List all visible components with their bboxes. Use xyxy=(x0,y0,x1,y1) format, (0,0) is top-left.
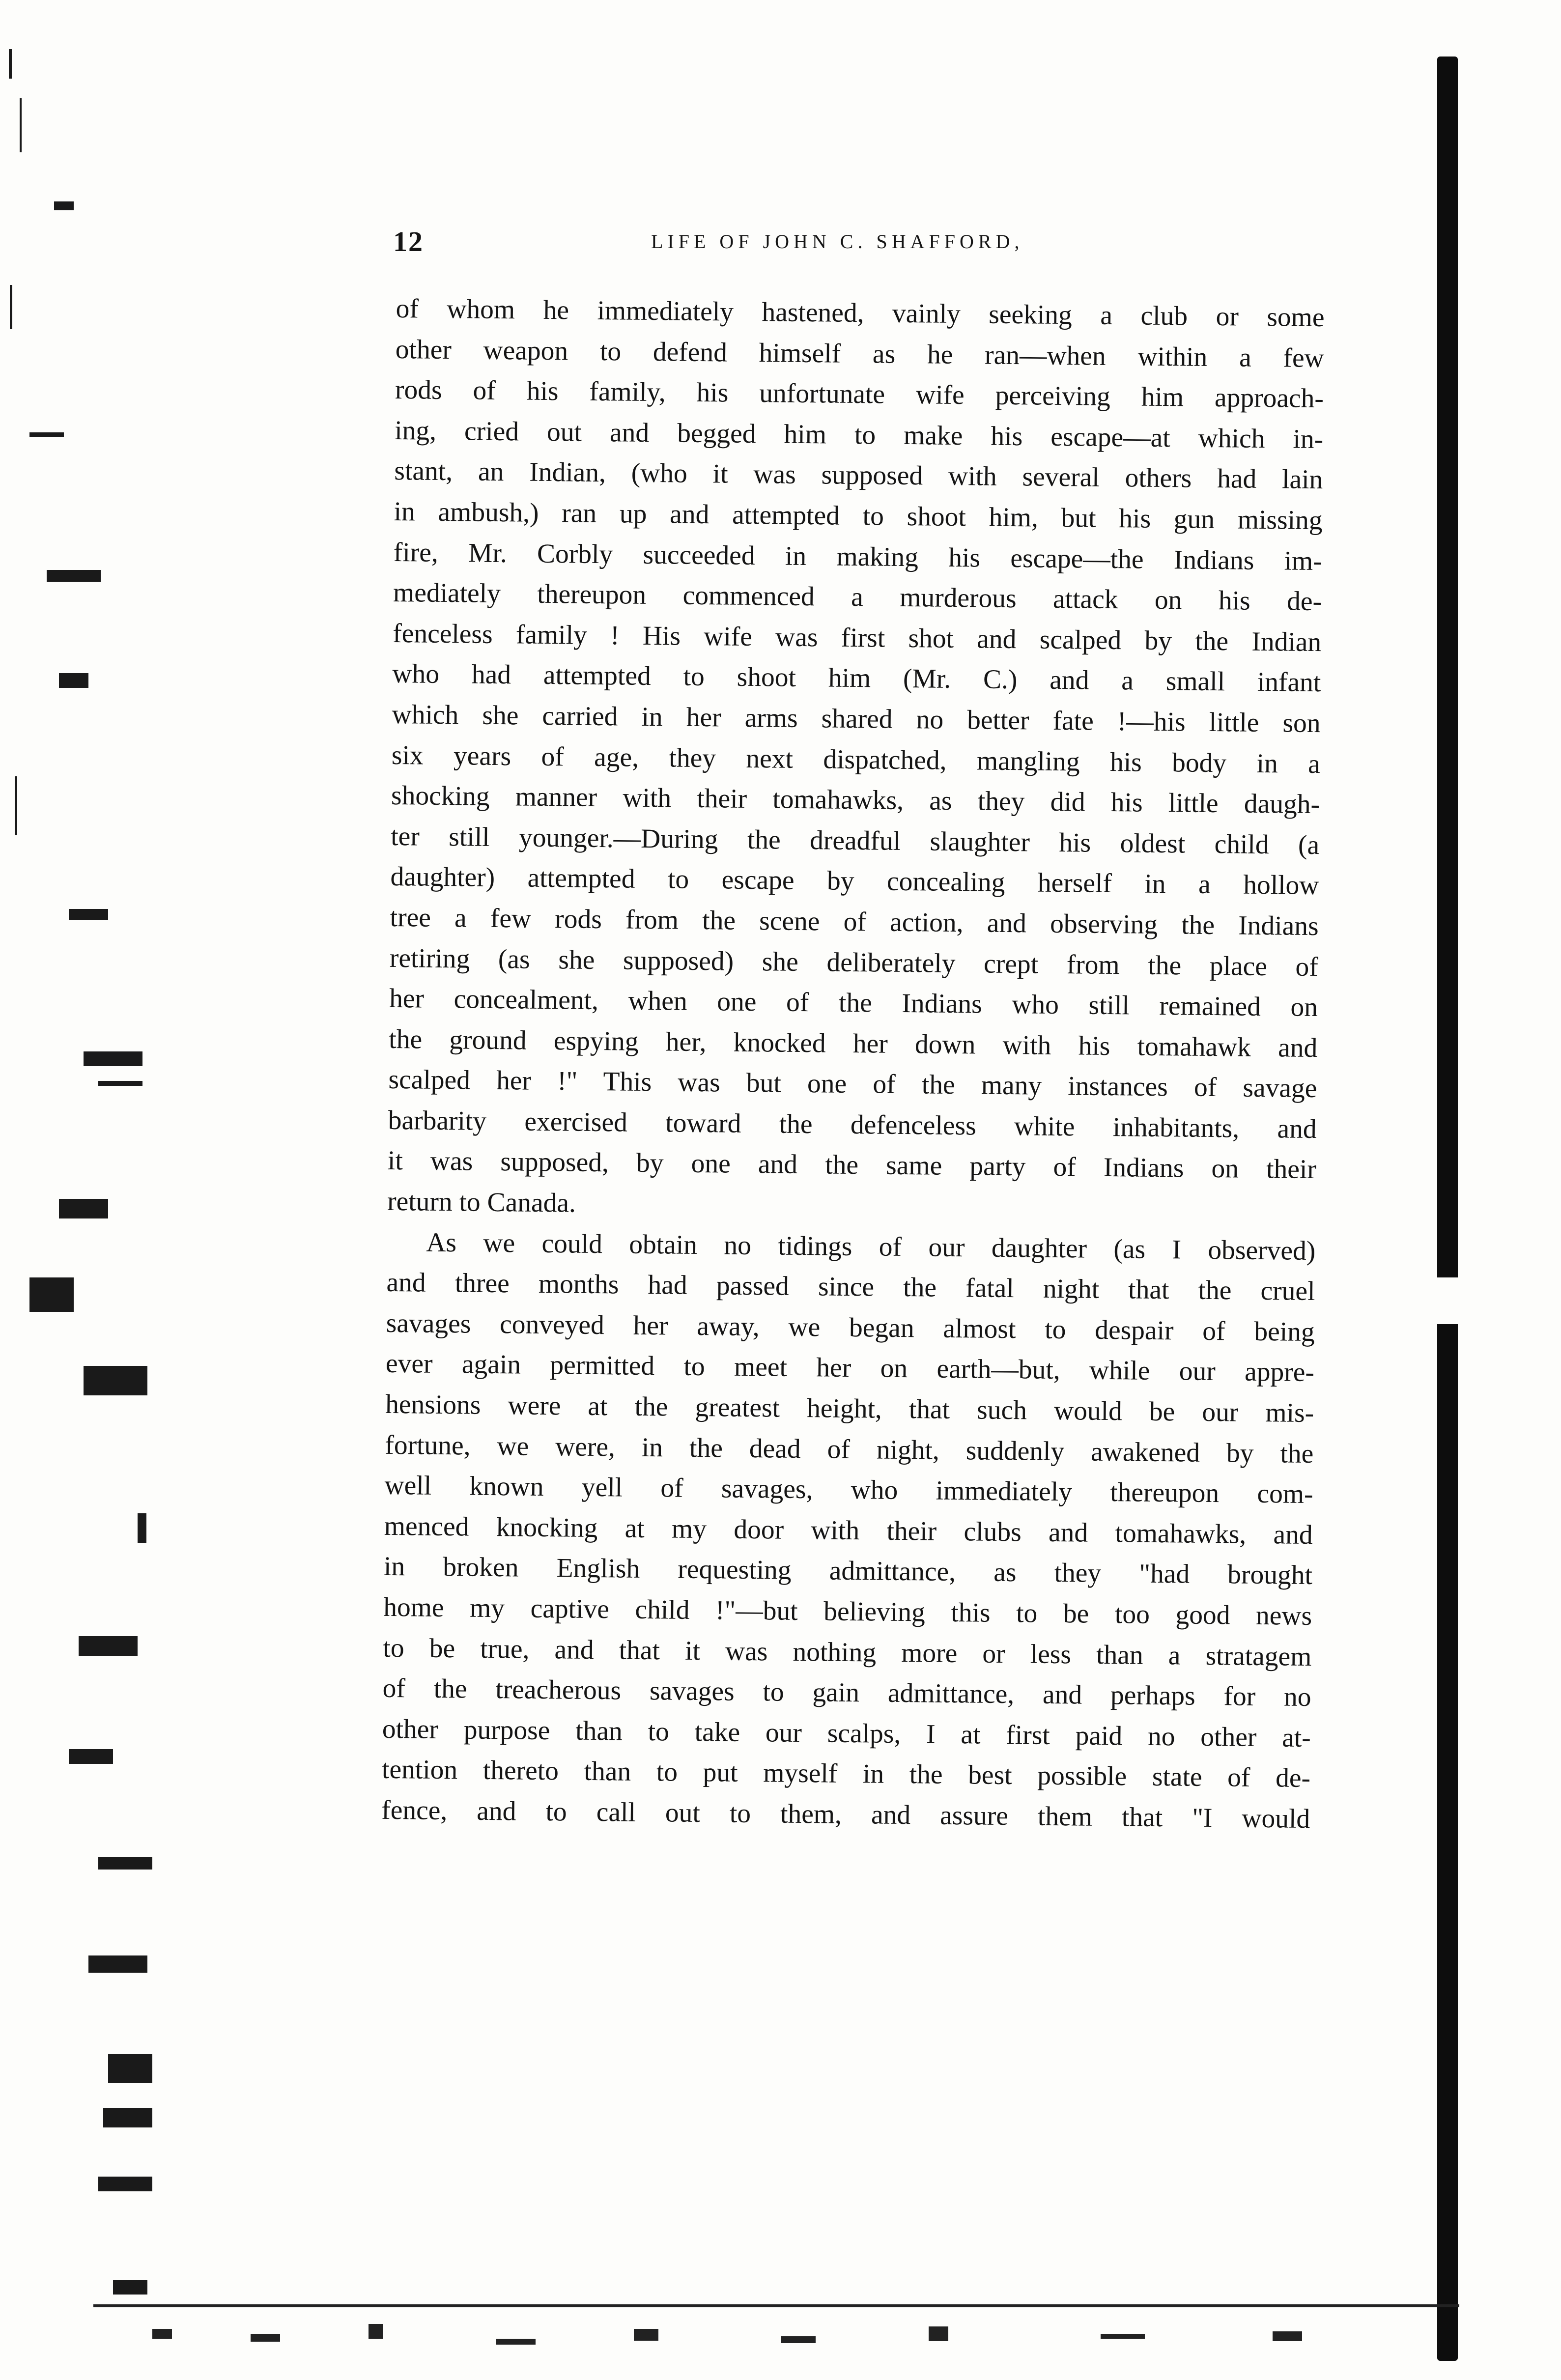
text-line: ter still younger.—During the dreadful slaughter his oldest child (a xyxy=(391,821,1320,860)
paragraph xyxy=(387,289,1325,1231)
text-line: As we could obtain no tidings of our daughter (as I observed) xyxy=(426,1227,1316,1266)
text-line: fenceless family ! His wife was first shot and scalped by the Indian xyxy=(392,618,1322,657)
text-line: home my captive child !"—but believing this to be too good news xyxy=(383,1592,1312,1632)
text-line: mediately thereupon commenced a murderous attack on his de- xyxy=(393,578,1322,617)
text-line: the ground espying her, knocked her down with his tomahawk and xyxy=(389,1024,1318,1063)
text-line: fortune, we were, in the dead of night, suddenly awakened by the xyxy=(385,1430,1314,1469)
text-line: menced knocking at my door with their clubs and tomahawks, and xyxy=(384,1511,1313,1550)
text-line: hensions were at the greatest height, that such would be our mis- xyxy=(385,1389,1314,1429)
text-line: ever again permitted to meet her on earth—but, while our appre- xyxy=(385,1349,1315,1388)
scan-edge-gap xyxy=(1437,1277,1458,1324)
text-line: of the treacherous savages to gain admittance, and perhaps for no xyxy=(382,1673,1311,1713)
text-line: well known yell of savages, who immediately thereupon com- xyxy=(384,1471,1313,1510)
scan-edge-shadow-right xyxy=(1437,57,1458,2361)
text-line: six years of age, they next dispatched, mangling his body in a xyxy=(391,740,1321,779)
text-line: savages conveyed her away, we began almost to despair of being xyxy=(386,1308,1315,1347)
text-line: stant, an Indian, (who it was supposed with several others had lain xyxy=(394,456,1323,495)
scan-edge-noise-left xyxy=(0,39,162,2349)
page-number: 12 xyxy=(393,226,424,257)
paragraph xyxy=(381,1222,1316,1840)
text-line: barbarity exercised toward the defenceless white inhabitants, and xyxy=(388,1105,1317,1144)
text-line: of whom he immediately hastened, vainly seeking a club or some xyxy=(396,293,1325,333)
text-line: retiring (as she supposed) she deliberately crept from the place of xyxy=(389,943,1319,982)
text-line: tree a few rods from the scene of action, and observing the Indians xyxy=(390,902,1319,941)
text-line: it was supposed, by one and the same party of Indians on their xyxy=(387,1146,1317,1185)
text-line: scalped her !" This was but one of the many instances of savage xyxy=(388,1065,1317,1104)
text-line: who had attempted to shoot him (Mr. C.) and a small infant xyxy=(392,659,1321,698)
text-line: and three months had passed since the fatal night that the cruel xyxy=(386,1268,1315,1307)
text-line: to be true, and that it was nothing more or less than a stratagem xyxy=(383,1633,1312,1672)
text-line: in broken English requesting admittance, as they "had brought xyxy=(383,1552,1313,1591)
text-line: ing, cried out and begged him to make his escape—at which in- xyxy=(394,415,1324,454)
text-line: return to Canada. xyxy=(387,1186,576,1218)
running-head: LIFE OF JOHN C. SHAFFORD, xyxy=(651,230,1024,253)
scan-edge-noise-bottom xyxy=(93,2290,1459,2378)
text-line: other purpose than to take our scalps, I at first paid no other at- xyxy=(382,1714,1311,1753)
text-line: which she carried in her arms shared no better fate !—his little son xyxy=(392,699,1321,739)
text-line: fence, and to call out to them, and assure them that "I would xyxy=(381,1795,1310,1834)
text-line: daughter) attempted to escape by concealing herself in a hollow xyxy=(390,862,1319,901)
text-line: tention thereto than to put myself in the best possible state of de- xyxy=(381,1755,1311,1794)
text-line: other weapon to defend himself as he ran—when within a few xyxy=(395,334,1325,373)
text-line: rods of his family, his unfortunate wife perceiving him approach- xyxy=(395,375,1324,414)
page-header xyxy=(393,225,1376,264)
text-line: fire, Mr. Corbly succeeded in making his escape—the Indians im- xyxy=(393,537,1323,576)
text-line: in ambush,) ran up and attempted to shoot him, but his gun missing xyxy=(394,496,1323,536)
text-line: shocking manner with their tomahawks, as they did his little daugh- xyxy=(391,781,1320,820)
body-text xyxy=(381,289,1325,1840)
text-line: her concealment, when one of the Indians who still remained on xyxy=(389,984,1318,1023)
